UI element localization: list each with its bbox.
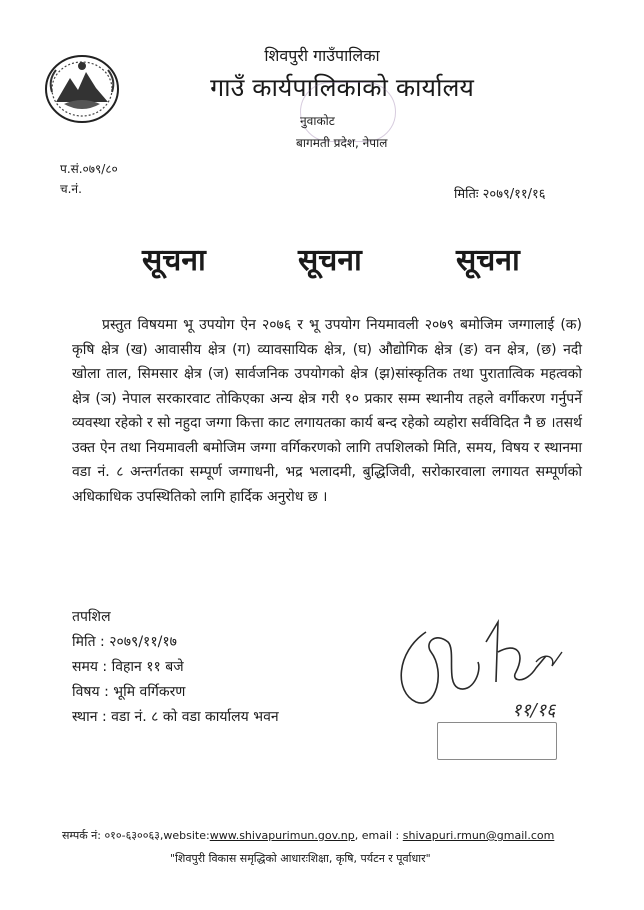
- office-address: नुवाकोट: [300, 114, 335, 128]
- footer-contact: [62, 828, 554, 843]
- notice-body-text: प्रस्तुत विषयमा भू उपयोग ऐन २०७६ र भू उपयोग नियमावली २०७९ बमोजिम जग्गालाई (क) कृषि क्षेत्र (ख) आवासीय क्षेत्र (ग) व्यावसायिक क्षेत्र, (घ) औद्योगिक क्षेत्र (ङ) वन क्षेत्र, (छ) नदी खोला ताल, सिमसार क्षेत्र (ज) सार्वजनिक उपयोगको क्षेत्र (झ)सांस्कृतिक तथा पुरातात्विक महत्वको क्षेत्र (ञ) नेपाल सरकारवाट तोकिएका अन्य क्षेत्र गरी १० प्रकार सम्म स्थानीय तहले वर्गीकरण गर्नुपर्ने व्यवस्था रहेको र सो नहुदा जग्गा कित्ता काट लगायतका कार्य बन्द रहेको व्यहोरा सर्वविदित नै छ ।तसर्थ उक्त ऐन तथा नियमावली बमोजिम जग्गा वर्गिकरणको लागि तपशिलको मिति, समय, विषय र स्थानमा वडा नं. ८ अन्तर्गतका सम्पूर्ण जग्गाधनी, भद्र भलादमी, बुद्धिजिवी, सरोकारवाला लगायत सम्पूर्णको अधिकाधिक उपस्थितिको लागि हार्दिक अनुरोध छ ।: [72, 317, 582, 505]
- signature-date: ११/१६: [512, 700, 556, 721]
- details-date: मिति : २०७९/११/१७: [72, 634, 177, 650]
- email-link[interactable]: shivapuri.rmun@gmail.com: [402, 829, 555, 842]
- office-title: गाउँ कार्यपालिकाको कार्यालय: [210, 73, 474, 102]
- details-section: [72, 605, 279, 730]
- details-subject: विषय : भूमि वर्गिकरण: [72, 684, 186, 700]
- notice-title: सूचना: [456, 243, 520, 278]
- footer-email-prefix: , email :: [354, 829, 403, 842]
- dispatch-number: च.नं.: [60, 182, 82, 196]
- footer-slogan: "शिवपुरी विकास समृद्धिको आधारःशिक्षा, कृषि, पर्यटन र पूर्वाधार": [170, 852, 431, 865]
- details-place: स्थान : वडा नं. ८ को वडा कार्यालय भवन: [72, 709, 279, 725]
- notice-title: सूचना: [142, 243, 206, 278]
- municipality-name: शिवपुरी गाउँपालिका: [264, 46, 380, 65]
- footer-contact-prefix: सम्पर्क नं: ०१०-६३००६३,website:: [62, 829, 210, 842]
- reference-number: प.सं.०७९/८०: [60, 162, 118, 176]
- website-link[interactable]: www.shivapurimun.gov.np: [209, 829, 355, 842]
- notice-title: सूचना: [298, 243, 362, 278]
- notice-date: मितिः २०७९/११/१६: [454, 187, 546, 202]
- officer-stamp: [437, 722, 557, 760]
- office-province: बागमती प्रदेश, नेपाल: [296, 136, 388, 150]
- notice-body: [72, 313, 582, 509]
- details-heading: तपशिल: [72, 609, 111, 625]
- signature-image: [386, 612, 586, 730]
- details-time: समय : विहान ११ बजे: [72, 659, 184, 675]
